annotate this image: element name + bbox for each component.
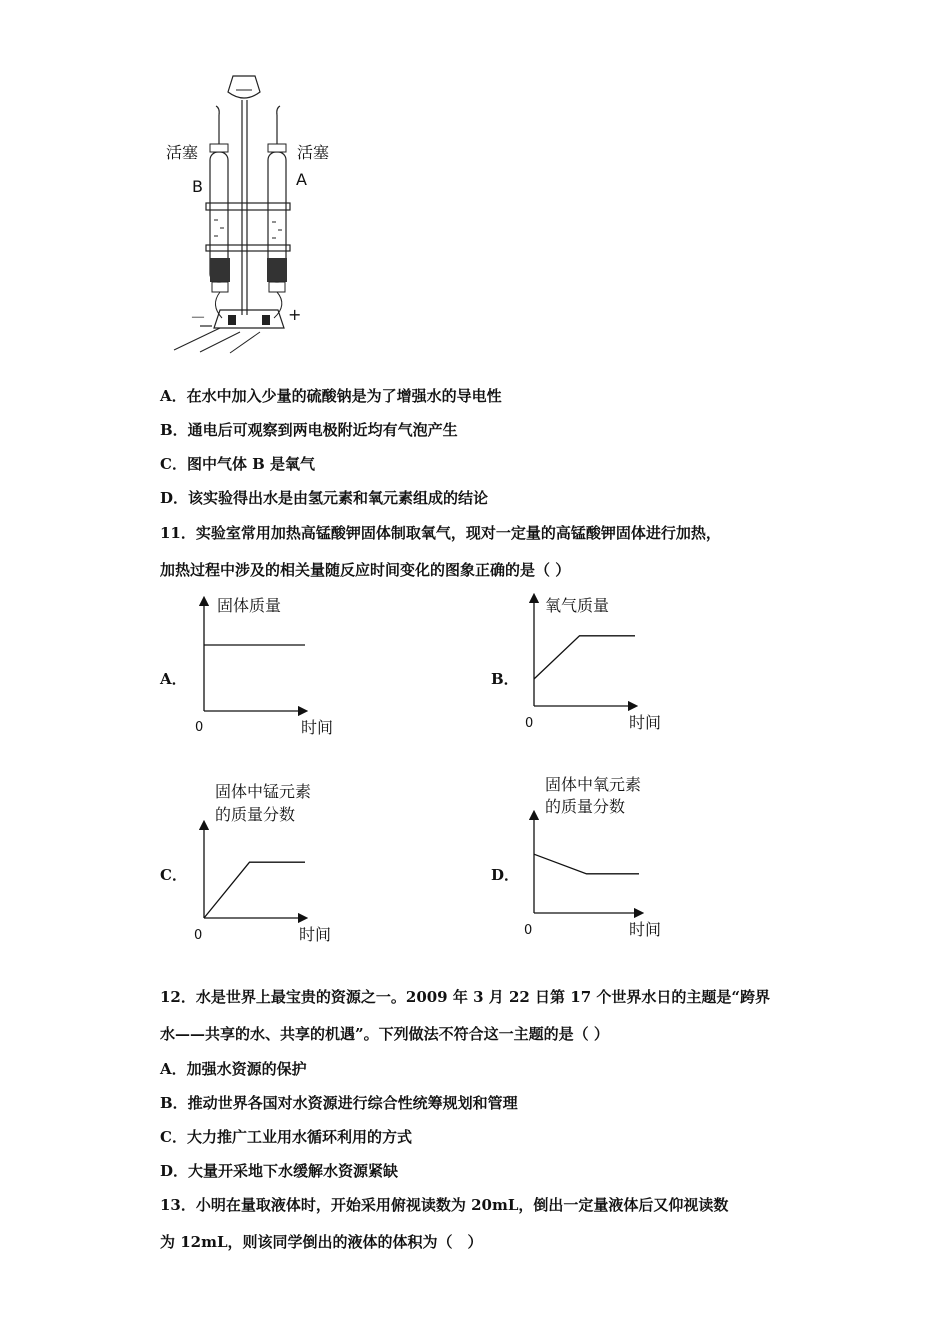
graph-d-origin: 0 (524, 923, 533, 938)
graph-a-xlabel: 时间 (301, 718, 334, 737)
q10-option-d: D．该实验得出水是由氢元素和氧元素组成的结论 (160, 489, 489, 507)
q11-stem-line2: 加热过程中涉及的相关量随反应时间变化的图象正确的是（ ） (160, 561, 571, 579)
graph-c-ylabel-line2: 的质量分数 (215, 805, 296, 824)
electrolysis-apparatus-figure (160, 70, 340, 355)
q12-option-d: D．大量开采地下水缓解水资源紧缺 (160, 1162, 399, 1180)
label-gas-a: A (296, 170, 307, 189)
graph-a-ylabel: 固体质量 (217, 596, 282, 615)
label-right-valve: 活塞 (297, 143, 330, 162)
q11-stem-line1: 11．实验室常用加热高锰酸钾固体制取氧气，现对一定量的高锰酸钾固体进行加热， (160, 524, 721, 542)
q12-option-c: C．大力推广工业用水循环利用的方式 (160, 1128, 412, 1146)
graph-a-option-label: A． (160, 670, 187, 688)
graph-c-xlabel: 时间 (299, 925, 332, 944)
q12-stem-line1: 12．水是世界上最宝贵的资源之一。2009 年 3 月 22 日第 17 个世界水日的主题是“跨界 (160, 988, 770, 1006)
graph-d-ylabel-line2: 的质量分数 (545, 797, 626, 816)
label-gas-b: B (192, 177, 203, 196)
q12-option-b: B．推动世界各国对水资源进行综合性统筹规划和管理 (160, 1094, 518, 1112)
graph-b (515, 593, 675, 743)
q13-stem-line1: 13．小明在量取液体时，开始采用俯视读数为 20mL，倒出一定量液体后又仰视读数 (160, 1196, 729, 1214)
graph-d (515, 770, 685, 945)
q12-stem-line2: 水——共享的水、共享的机遇”。下列做法不符合这一主题的是（ ） (160, 1025, 609, 1043)
graph-b-curve (534, 636, 635, 679)
apparatus-drawing (160, 70, 340, 355)
graph-d-curve (534, 854, 639, 874)
label-minus: － (190, 308, 207, 327)
graph-b-xlabel: 时间 (629, 713, 662, 732)
graph-b-option-label: B． (491, 670, 519, 688)
graph-b-origin: 0 (525, 716, 534, 731)
q13-stem-line2: 为 12mL，则该同学倒出的液体的体积为（ ） (160, 1233, 483, 1251)
graph-a-origin: 0 (195, 720, 204, 735)
graph-c-curve (204, 862, 305, 918)
graph-c-option-label: C． (160, 866, 187, 884)
graph-c-ylabel-line1: 固体中锰元素 (215, 782, 312, 801)
graph-a (185, 593, 345, 743)
graph-d-xlabel: 时间 (629, 920, 662, 939)
label-plus: + (288, 305, 302, 324)
graph-d-ylabel-line1: 固体中氧元素 (545, 775, 642, 794)
q10-option-b: B．通电后可观察到两电极附近均有气泡产生 (160, 421, 458, 439)
label-left-valve: 活塞 (166, 143, 199, 162)
q10-option-c: C．图中气体 B 是氧气 (160, 455, 316, 473)
graph-d-option-label: D． (491, 866, 520, 884)
q12-option-a: A．加强水资源的保护 (160, 1060, 307, 1078)
q10-option-a: A．在水中加入少量的硫酸钠是为了增强水的导电性 (160, 387, 502, 405)
graph-c-origin: 0 (194, 928, 203, 943)
graph-c (185, 775, 355, 950)
graph-b-ylabel: 氧气质量 (545, 596, 610, 615)
